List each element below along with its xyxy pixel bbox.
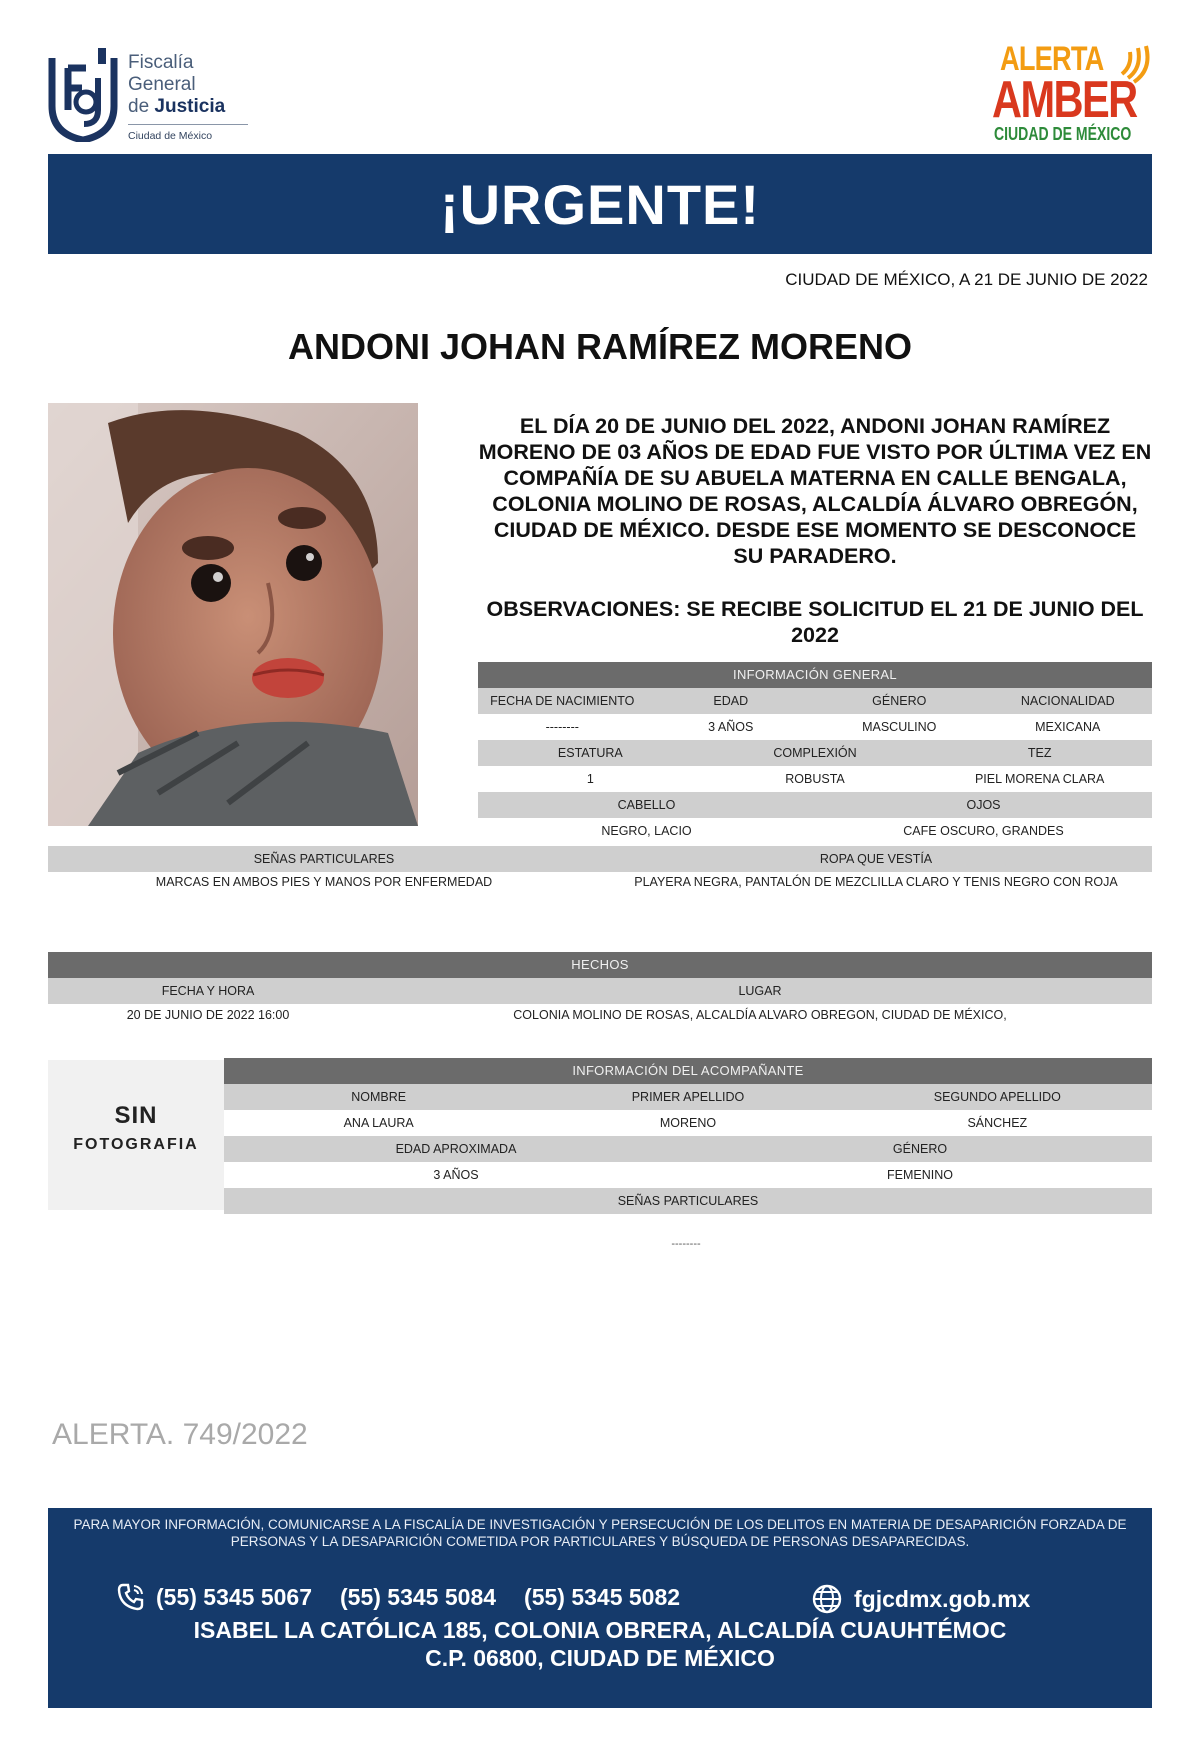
alert-number: ALERTA. 749/2022	[52, 1418, 308, 1451]
marks-header-row	[48, 846, 1152, 872]
amber-logo-line-3: CIUDAD DE MÉXICO	[994, 124, 1132, 144]
value-cell: 3 AÑOS	[433, 1168, 479, 1182]
alerta-amber-logo	[990, 40, 1150, 148]
no-photo-line-2: FOTOGRAFIA	[73, 1136, 199, 1153]
header-cell: TEZ	[1027, 746, 1052, 760]
header-cell: SEGUNDO APELLIDO	[933, 1090, 1061, 1104]
companion-header-row-2	[224, 1136, 1152, 1162]
value-cell: MASCULINO	[862, 720, 937, 734]
address-line-1: ISABEL LA CATÓLICA 185, COLONIA OBRERA, ALCALDÍA CUAUHTÉMOC	[193, 1617, 1007, 1643]
companion-marks-value: --------	[671, 1238, 701, 1250]
phone-number-2[interactable]: (55) 5345 5084	[340, 1583, 497, 1610]
address-line-2: C.P. 06800, CIUDAD DE MÉXICO	[425, 1645, 775, 1671]
address	[48, 1616, 1152, 1672]
org-line-2: General	[128, 74, 196, 95]
header-cell: NOMBRE	[351, 1090, 407, 1104]
value-cell: ROBUSTA	[785, 772, 845, 786]
value-cell: MEXICANA	[1035, 720, 1101, 734]
value-cell: CAFE OSCURO, GRANDES	[903, 824, 1064, 838]
fgj-emblem-icon	[46, 44, 120, 142]
header-cell: ESTATURA	[557, 746, 623, 760]
value-cell: --------	[545, 720, 579, 734]
description-text: EL DÍA 20 DE JUNIO DEL 2022, ANDONI JOHAN RAMÍREZ MORENO DE 03 AÑOS DE EDAD FUE VISTO POR ÚLTIMA VEZ EN COMPAÑÍA DE SU ABUELA MATERNA EN CALLE BENGALA, COLONIA MOLINO DE ROSAS, ALCALDÍA ÁLVARO OBREGÓN, CIUDAD DE MÉXICO. DESDE ESE MOMENTO SE DESCONOCE SU PARADERO.	[478, 414, 1152, 568]
general-info-header-row-2	[478, 740, 1152, 766]
general-info-value-row-2	[478, 766, 1152, 792]
header-cell: OJOS	[966, 798, 1001, 812]
phone-list	[116, 1582, 708, 1612]
companion-header-row-1	[224, 1084, 1152, 1110]
header-cell: FECHA Y HORA	[161, 984, 255, 998]
urgent-banner	[48, 154, 1152, 254]
facts-title: HECHOS	[48, 952, 1152, 978]
header-cell: CABELLO	[617, 798, 676, 812]
value-cell: 1	[586, 772, 594, 786]
org-subtitle: Ciudad de México	[128, 124, 248, 142]
fgj-logo	[46, 44, 246, 144]
value-cell: NEGRO, LACIO	[601, 824, 692, 838]
header-cell: EDAD	[713, 694, 749, 708]
value-cell: ANA LAURA	[343, 1116, 414, 1130]
general-info-header-row-1	[478, 688, 1152, 714]
header-cell: ROPA QUE VESTÍA	[819, 852, 933, 866]
facts-header-row	[48, 978, 1152, 1004]
header-cell: PRIMER APELLIDO	[631, 1090, 745, 1104]
value-cell: FEMENINO	[887, 1168, 953, 1182]
header-cell: GÉNERO	[892, 1142, 948, 1156]
website-link[interactable]: fgjcdmx.gob.mx	[854, 1585, 1031, 1612]
header-cell: SEÑAS PARTICULARES	[253, 852, 395, 866]
amber-logo-line-1: ALERTA	[1000, 40, 1104, 78]
urgent-title: ¡URGENTE!	[439, 172, 761, 236]
org-line-3-bold: Justicia	[154, 96, 226, 117]
phone-number-1[interactable]: (55) 5345 5067	[156, 1583, 313, 1610]
footer-info-text: PARA MAYOR INFORMACIÓN, COMUNICARSE A LA FISCALÍA DE INVESTIGACIÓN Y PERSECUCIÓN DE LOS DELITOS EN MATERIA DE DESAPARICIÓN FORZADA DE PERSONAS Y LA DESAPARICIÓN COMETIDA POR PARTICULARES Y BÚSQUEDA DE PERSONAS DESAPARECIDAS.	[73, 1517, 1127, 1549]
general-info-value-row-3	[478, 818, 1152, 844]
no-photo-placeholder	[48, 1060, 224, 1210]
signal-waves-icon	[1118, 44, 1152, 84]
website	[810, 1582, 1030, 1616]
footer	[48, 1508, 1152, 1708]
header-cell: SEÑAS PARTICULARES	[617, 1194, 759, 1208]
general-info-title: INFORMACIÓN GENERAL	[478, 662, 1152, 688]
companion-header-row-3	[224, 1188, 1152, 1214]
header-cell: LUGAR	[738, 984, 782, 998]
no-photo-line-1: SIN	[114, 1102, 158, 1129]
amber-logo-line-2: AMBER	[992, 71, 1137, 129]
header-cell: GÉNERO	[872, 694, 927, 708]
general-info-table	[478, 662, 1152, 844]
missing-person-photo	[48, 403, 418, 826]
phone-icon	[116, 1582, 146, 1612]
value-cell: SÁNCHEZ	[967, 1116, 1028, 1130]
general-info-value-row-1	[478, 714, 1152, 740]
header-cell: EDAD APROXIMADA	[395, 1142, 517, 1156]
facts-value-row	[48, 1004, 1152, 1026]
facts-table	[48, 952, 1152, 1026]
globe-icon	[810, 1582, 844, 1616]
header-cell: COMPLEXIÓN	[773, 746, 857, 760]
header-cell: FECHA DE NACIMIENTO	[490, 694, 635, 708]
general-info-header-row-3	[478, 792, 1152, 818]
value-cell: MORENO	[659, 1116, 717, 1130]
org-line-1: Fiscalía	[128, 52, 194, 73]
value-cell: MARCAS EN AMBOS PIES Y MANOS POR ENFERMEDAD	[155, 875, 493, 889]
value-cell: 20 DE JUNIO DE 2022 16:00	[126, 1008, 290, 1022]
value-cell: PIEL MORENA CLARA	[974, 772, 1105, 786]
marks-table	[48, 846, 1152, 892]
date-line: CIUDAD DE MÉXICO, A 21 DE JUNIO DE 2022	[785, 270, 1148, 289]
companion-table	[224, 1058, 1152, 1214]
org-line-3	[128, 96, 248, 118]
observations-text: OBSERVACIONES: SE RECIBE SOLICITUD EL 21 DE JUNIO DEL 2022	[486, 597, 1144, 647]
value-cell: 3 AÑOS	[708, 720, 754, 734]
value-cell: PLAYERA NEGRA, PANTALÓN DE MEZCLILLA CLARO Y TENIS NEGRO CON ROJA	[634, 875, 1118, 889]
companion-value-row-1	[224, 1110, 1152, 1136]
org-line-3-prefix: de	[128, 96, 155, 117]
person-name: ANDONI JOHAN RAMÍREZ MORENO	[287, 326, 912, 367]
header-cell: NACIONALIDAD	[1020, 694, 1115, 708]
marks-value-row	[48, 872, 1152, 892]
child-portrait-icon	[48, 403, 418, 826]
value-cell: COLONIA MOLINO DE ROSAS, ALCALDÍA ALVARO OBREGON, CIUDAD DE MÉXICO,	[513, 1008, 1007, 1022]
companion-value-row-2	[224, 1162, 1152, 1188]
companion-title: INFORMACIÓN DEL ACOMPAÑANTE	[224, 1058, 1152, 1084]
phone-number-3[interactable]: (55) 5345 5082	[524, 1583, 681, 1610]
